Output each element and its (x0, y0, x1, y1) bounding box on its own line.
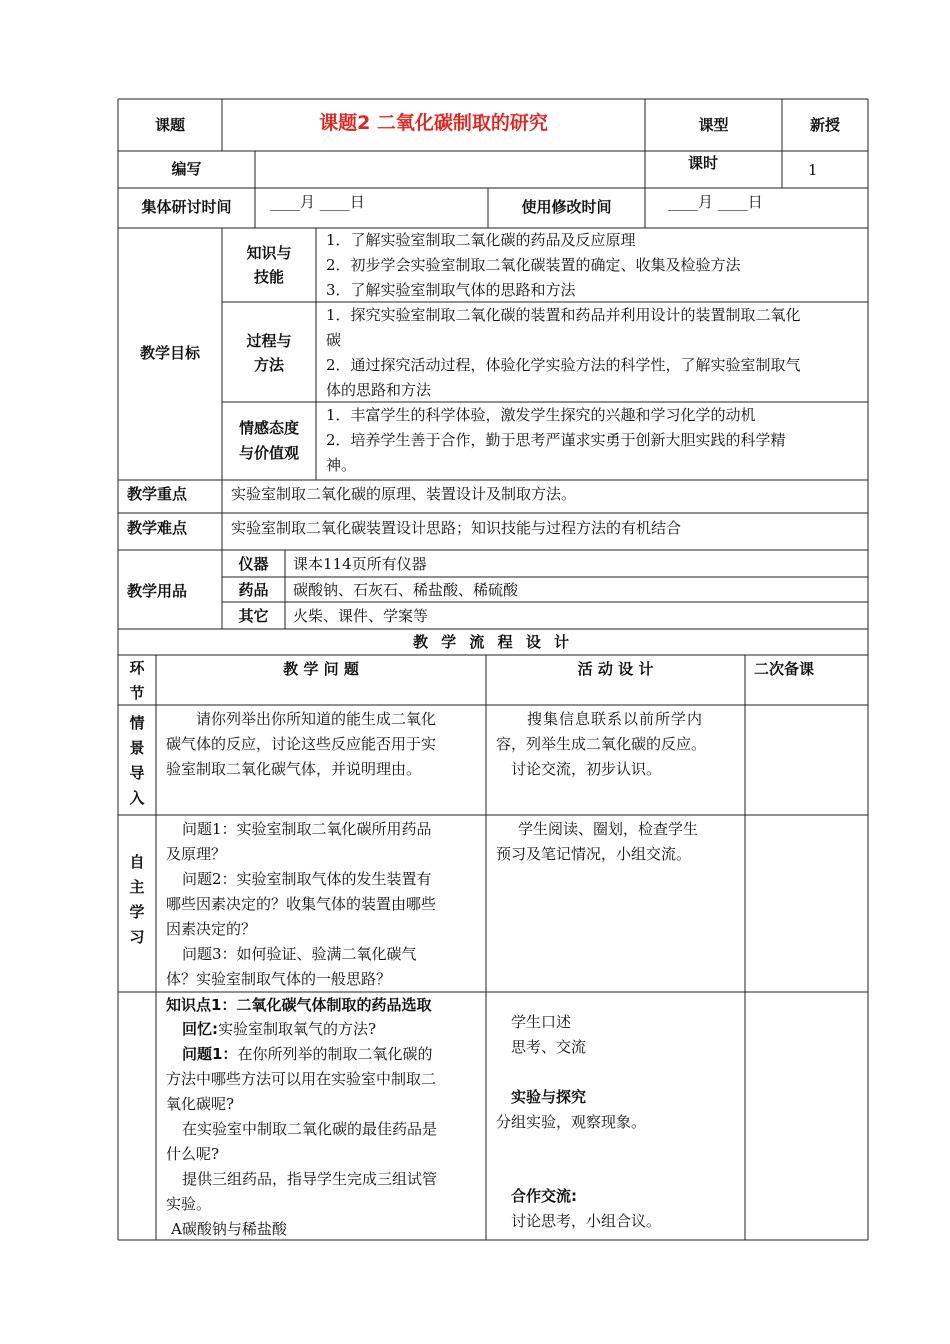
recall-label: 回忆: (182, 1020, 218, 1038)
emotion-line-3: 神。 (326, 456, 357, 474)
section1-question-line-2: 碳气体的反应，讨论这些反应能否用于实 (166, 735, 437, 753)
provide-line-1: 提供三组药品，指导学生完成三组试管 (182, 1170, 438, 1188)
section2-activity-line-1: 学生阅读、圈划，检查学生 (518, 820, 699, 838)
knowledge-label-line1: 知识与 (246, 244, 292, 262)
collective-time-label: 集体研讨时间 (141, 198, 232, 216)
stage2-char-2: 主 (129, 878, 145, 896)
recall-text: 实验室制取氧气的方法? (218, 1020, 377, 1038)
question-column-header: 教 学 问 题 (283, 660, 359, 678)
section1-activity-line-2: 容，列举生成二氧化碳的反应。 (496, 735, 707, 753)
stage-header-char-1: 环 (129, 659, 145, 677)
activity-column-header: 活 动 设 计 (577, 660, 654, 678)
activity-cooperation-text: 讨论思考，小组合议。 (511, 1212, 662, 1230)
section2-question-line-5: 因素决定的？ (166, 920, 257, 938)
flow-title: 教 学 流 程 设 计 (412, 633, 574, 651)
hours-value: 1 (808, 161, 818, 179)
emotion-label-line2: 与价值观 (238, 444, 299, 462)
question1-line-1: 在你所列举的制取二氧化碳的 (237, 1045, 433, 1063)
best-chemicals-line-1: 在实验室中制取二氧化碳的最佳药品是 (182, 1120, 438, 1138)
stage2-char-1: 自 (129, 853, 145, 871)
question1-line-3: 氧化碳呢? (166, 1095, 235, 1113)
best-chemicals-line-2: 什么呢? (166, 1145, 220, 1163)
lesson-title: 课题2 二氧化碳制取的研究 (319, 112, 548, 134)
second-prep-column-header: 二次备课 (754, 660, 815, 678)
chemical-group-a: A碳酸钠与稀盐酸 (171, 1220, 287, 1238)
activity-oral: 学生口述 (511, 1013, 572, 1031)
section2-question-line-7: 体？实验室制取气体的一般思路？ (166, 970, 392, 988)
section2-question-line-6: 问题3：如何验证、验满二氧化碳气 (182, 945, 417, 963)
type-value: 新授 (809, 116, 840, 134)
knowledge-item-1: 1．了解实验室制取二氧化碳的药品及反应原理 (326, 231, 636, 249)
stage1-char-1: 情 (129, 714, 145, 732)
process-line-3: 2．通过探究活动过程，体验化学实验方法的科学性，了解实验室制取气 (326, 356, 801, 374)
materials-value-chemicals: 碳酸钠、石灰石、稀盐酸、稀硫酸 (293, 581, 519, 599)
materials-key-instruments: 仪器 (238, 555, 269, 573)
recall-line (182, 1017, 376, 1042)
author-label: 编写 (171, 160, 202, 178)
section2-question-line-1: 问题1：实验室制取二氧化碳所用药品 (182, 820, 432, 838)
activity-cooperation-title: 合作交流: (511, 1187, 577, 1205)
topic-label: 课题 (154, 116, 185, 134)
section1-activity-line-1: 搜集信息联系以前所学内 (527, 710, 704, 728)
stage2-char-4: 习 (129, 928, 145, 946)
provide-line-2: 实验。 (166, 1195, 212, 1213)
key-points-label: 教学重点 (127, 485, 188, 503)
section2-activity-line-2: 预习及笔记情况，小组交流。 (496, 845, 692, 863)
process-line-1: 1．探究实验室制取二氧化碳的装置和药品并利用设计的装置制取二氧化 (326, 306, 801, 324)
process-label-line2: 方法 (253, 356, 284, 374)
emotion-line-1: 1．丰富学生的科学体验，激发学生探究的兴趣和学习化学的动机 (326, 406, 756, 424)
question1-line-2: 方法中哪些方法可以用在实验室中制取二 (166, 1070, 437, 1088)
collective-date: ____月 ____日 (270, 193, 365, 211)
materials-key-chemicals: 药品 (238, 581, 269, 599)
usage-time-label: 使用修改时间 (521, 198, 612, 216)
emotion-label-line1: 情感态度 (238, 419, 299, 437)
process-line-2: 碳 (326, 331, 342, 349)
usage-date: ____月 ____日 (668, 193, 763, 211)
materials-value-instruments: 课本114页所有仪器 (293, 555, 427, 573)
key-points-value: 实验室制取二氧化碳的原理、装置设计及制取方法。 (231, 485, 577, 503)
stage2-char-3: 学 (129, 903, 145, 921)
section1-activity-line-3: 讨论交流，初步认识。 (511, 760, 662, 778)
question1-line (182, 1042, 432, 1067)
activity-experiment-text: 分组实验，观察现象。 (496, 1113, 647, 1131)
process-line-4: 体的思路和方法 (326, 381, 432, 399)
activity-think: 思考、交流 (511, 1038, 587, 1056)
knowledge-label-line2: 技能 (253, 268, 284, 286)
difficulties-value: 实验室制取二氧化碳装置设计思路；知识技能与过程方法的有机结合 (231, 519, 682, 537)
stage1-char-3: 导 (129, 764, 145, 782)
materials-value-other: 火柴、课件、学案等 (293, 607, 429, 625)
hours-label: 课时 (687, 154, 718, 172)
knowledge-point-1-title: 知识点1：二氧化碳气体制取的药品选取 (166, 996, 432, 1014)
process-label-line1: 过程与 (246, 332, 292, 350)
activity-experiment-title: 实验与探究 (511, 1088, 587, 1106)
materials-label: 教学用品 (127, 582, 188, 600)
stage1-char-2: 景 (129, 739, 145, 757)
knowledge-item-2: 2．初步学会实验室制取二氧化碳装置的确定、收集及检验方法 (326, 256, 741, 274)
difficulties-label: 教学难点 (127, 519, 188, 537)
stage1-char-4: 入 (129, 789, 145, 807)
section2-question-line-2: 及原理？ (166, 845, 227, 863)
knowledge-item-3: 3．了解实验室制取气体的思路和方法 (326, 281, 576, 299)
type-label: 课型 (698, 116, 729, 134)
question1-label: 问题1： (182, 1045, 238, 1063)
section1-question-line-1: 请你列举出你所知道的能生成二氧化 (196, 710, 437, 728)
section2-question-line-3: 问题2：实验室制取气体的发生装置有 (182, 870, 432, 888)
stage-header-char-2: 节 (129, 684, 145, 702)
materials-key-other: 其它 (238, 607, 269, 625)
emotion-line-2: 2．培养学生善于合作，勤于思考严谨求实勇于创新大胆实践的科学精 (326, 431, 786, 449)
section1-question-line-3: 验室制取二氧化碳气体，并说明理由。 (166, 760, 422, 778)
section2-question-line-4: 哪些因素决定的？收集气体的装置由哪些 (166, 895, 437, 913)
objectives-label: 教学目标 (139, 344, 200, 362)
